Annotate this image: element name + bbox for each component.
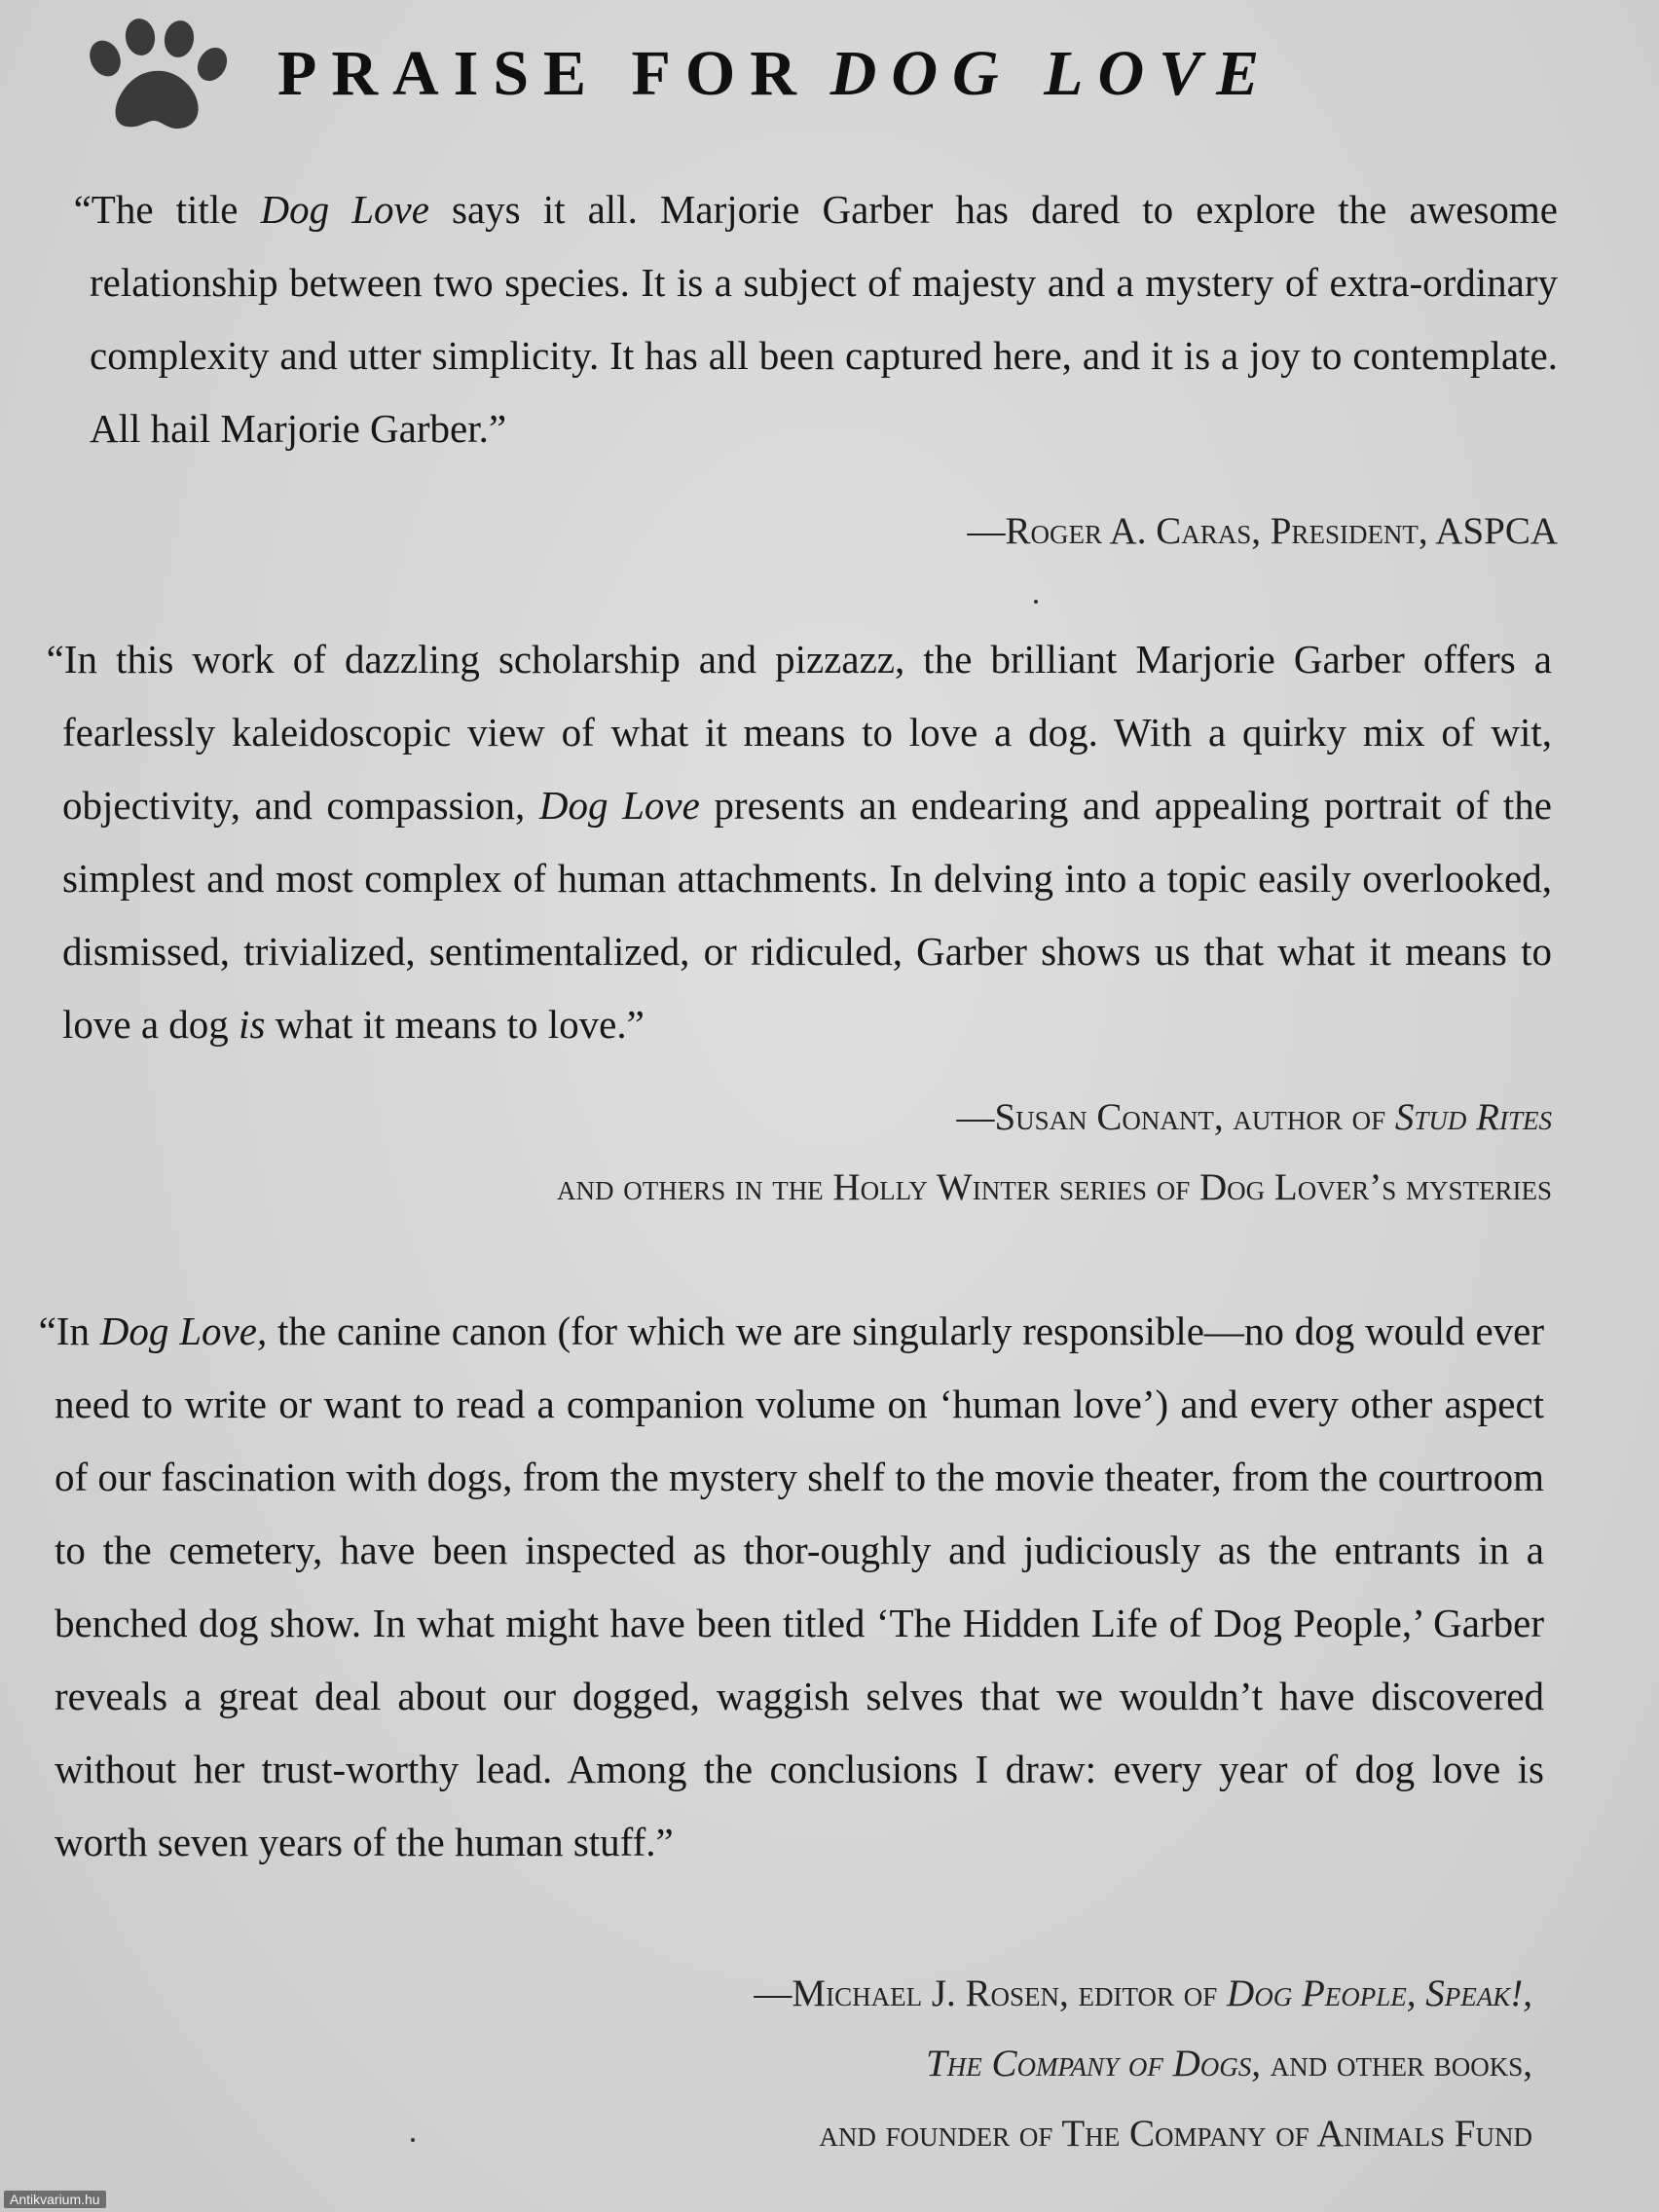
quote-text-run: presents an endearing and appealing portrait of the simplest and most complex of human attachments. In delving into a topic easily overlooked, dismissed, trivialized, sentimentalized, or ridiculed, Garber shows us that what it means to love a dog [62, 783, 1552, 1047]
page-title [277, 37, 1273, 111]
quote-text [73, 173, 1559, 465]
quote-text-run: “The title [73, 187, 261, 232]
quote-caras [73, 173, 1559, 465]
emphasis-italic: is [239, 1002, 266, 1047]
speck [1034, 600, 1038, 604]
attribution-book-title: Dog People, Speak!, [1227, 1972, 1532, 2014]
attribution-text: and other books, [1260, 2043, 1532, 2084]
book-title-italic: Dog Love [538, 783, 700, 828]
attribution-text: —Susan Conant, author of [956, 1096, 1395, 1138]
attribution-rosen [754, 1959, 1532, 2169]
quote-text [38, 1295, 1544, 1879]
attribution-line: and founder of The Company of Animals Fund [819, 2113, 1532, 2155]
title-book-name: DOG LOVE [830, 38, 1274, 109]
attribution-line: —Roger A. Caras, President, ASPCA [967, 510, 1558, 552]
quote-rosen [38, 1295, 1544, 1879]
quote-text [46, 623, 1552, 1061]
book-title-italic: Dog Love [260, 187, 429, 232]
quote-conant [46, 623, 1552, 1061]
attribution-text: —Michael J. Rosen, editor of [754, 1972, 1228, 2014]
quote-text-run: “In [38, 1309, 100, 1353]
title-main: PRAISE FOR [277, 38, 811, 109]
quote-text-run: says it all. Marjorie Garber has dared to explore the awesome relationship between two species. It is a subject of majesty and a mystery of extra-ordinary complexity and utter simplicity. It has all been captured here, and it is a joy to contemplate. All hail Marjorie Garber.” [90, 187, 1559, 451]
attribution-line [754, 2029, 1532, 2099]
quote-text-run: what it means to love.” [265, 1002, 645, 1047]
header [78, 18, 1538, 144]
quote-text-run: “In this work of dazzling scholarship and pizzazz, the brilliant Marjorie Garber offers a fearlessly kaleidoscopic view of what it means to love a dog. With a quirky mix of wit, objectivity, and compassion, [46, 637, 1552, 828]
paw-print-icon [78, 18, 234, 144]
quote-text-run: the canine canon (for which we are singularly responsible—no dog would ever need to write or want to read a companion volume on ‘human love’) and every other aspect of our fascination with dogs, from the mystery shelf to the movie theater, from the courtroom to the cemetery, have been inspected as thor-oughly and judiciously as the entrants in a benched dog show. In what might have been titled ‘The Hidden Life of Dog People,’ Garber reveals a great deal about our dogged, waggish selves that we wouldn’t have discovered without her trust-worthy lead. Among the conclusions I draw: every year of dog love is worth seven years of the human stuff.” [55, 1309, 1544, 1864]
watermark: Antikvarium.hu [4, 2191, 106, 2208]
attribution-line: and others in the Holly Winter series of Dog Lover’s mysteries [556, 1166, 1552, 1208]
attribution-book-title: The Company of Dogs, [926, 2043, 1261, 2084]
speck [411, 2138, 415, 2142]
attribution-line [754, 1959, 1532, 2029]
book-title-italic: Dog Love, [99, 1309, 268, 1353]
attribution-conant [557, 1083, 1552, 1223]
attribution-book-title: Stud Rites [1394, 1096, 1552, 1138]
attribution-line [557, 1083, 1552, 1153]
attribution-caras [967, 497, 1558, 567]
